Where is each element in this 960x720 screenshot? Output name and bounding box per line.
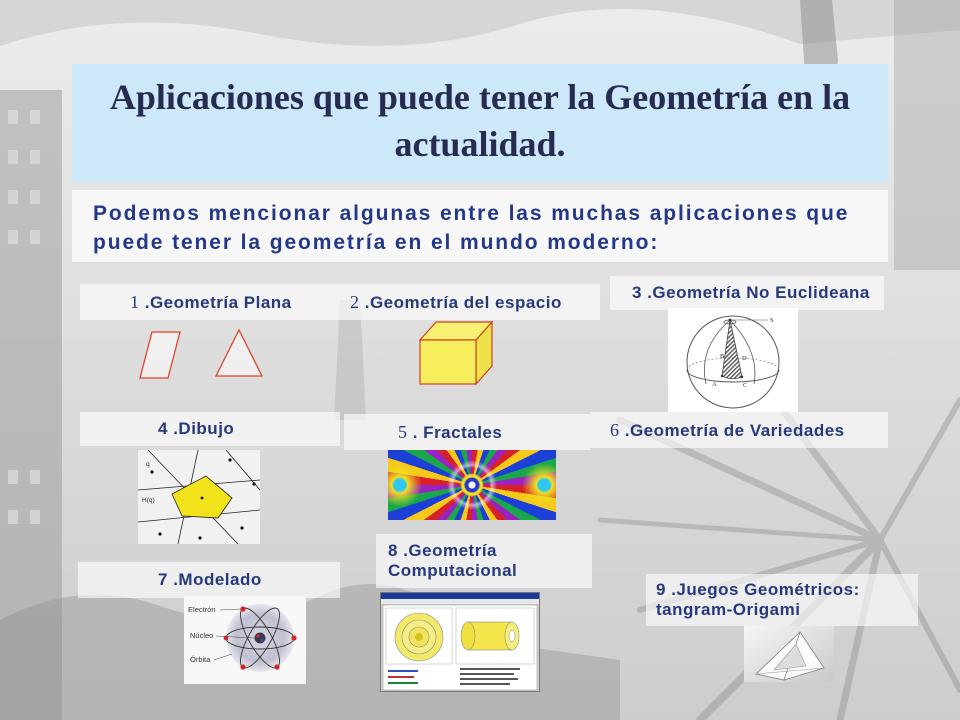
atom-label-nucleus: Núcleo (190, 631, 214, 640)
label-non-euclidean-geometry (610, 276, 884, 310)
label-number: 2 (350, 292, 360, 312)
computational-geometry-window (380, 592, 540, 692)
label-text: .Geometría Plana (144, 293, 292, 312)
label-geometric-games (646, 574, 918, 626)
label-space-geometry (340, 284, 600, 320)
label-computational-geometry (376, 534, 592, 588)
point-label-s: S (770, 317, 774, 324)
label-number: 9 (656, 580, 666, 599)
label-line-2: tangram-Origami (656, 600, 801, 619)
parallelogram-shape (140, 332, 180, 378)
atom-model-figure (184, 596, 306, 684)
label-line-2: Computacional (388, 561, 518, 580)
sphere-diagram (668, 308, 798, 412)
label-text: .Geometría (403, 541, 498, 560)
intro-box (72, 190, 888, 262)
label-text: .Modelado (173, 570, 262, 589)
fractal-image (388, 450, 556, 520)
label-line-1 (656, 580, 908, 600)
point-label-hq: H(q) (142, 497, 155, 504)
triangle-shape (216, 330, 262, 376)
label-number: 5 (398, 422, 408, 442)
point-label-b: B (720, 353, 725, 360)
label-text: .Geometría de Variedades (624, 421, 845, 440)
label-text: .Geometría del espacio (364, 293, 562, 312)
origami-figure (744, 626, 834, 682)
label-text: .Geometría No Euclideana (647, 283, 870, 302)
label-number: 4 (158, 419, 168, 438)
label-number: 8 (388, 541, 398, 560)
label-text: .Dibujo (173, 419, 235, 438)
plane-geometry-figure (130, 322, 275, 384)
title-box (72, 64, 888, 182)
window-menu-bar (381, 599, 539, 604)
point-label-c: C (743, 382, 748, 389)
point-label-d: D (742, 355, 747, 362)
label-drawing (80, 412, 340, 446)
cube-front-face (420, 340, 476, 384)
window-title-bar (381, 593, 539, 599)
label-plane-geometry (80, 284, 340, 320)
point-label-a: A (712, 381, 717, 388)
label-number: 6 (610, 420, 620, 440)
label-number: 1 (130, 292, 140, 312)
label-fractals (344, 414, 590, 450)
drawing-figure (138, 450, 260, 544)
label-modeling (78, 562, 340, 598)
label-manifold-geometry (590, 412, 888, 448)
label-number: 3 (632, 283, 642, 302)
label-text: .Juegos Geométricos: (671, 580, 860, 599)
slide-title: Aplicaciones que puede tener la Geometría en la actualidad. (109, 77, 851, 164)
atom-label-orbit: Órbita (190, 655, 211, 664)
point-label-q: q (146, 461, 150, 468)
label-text: . Fractales (412, 423, 503, 442)
intro-text: Podemos mencionar algunas entre las muchas aplicaciones que puede tener la geometría en el mundo moderno: (93, 202, 850, 254)
atom-label-electron: Electrón (188, 605, 216, 614)
label-line-1 (388, 541, 580, 561)
label-number: 7 (158, 570, 168, 589)
cube-figure (414, 316, 498, 390)
